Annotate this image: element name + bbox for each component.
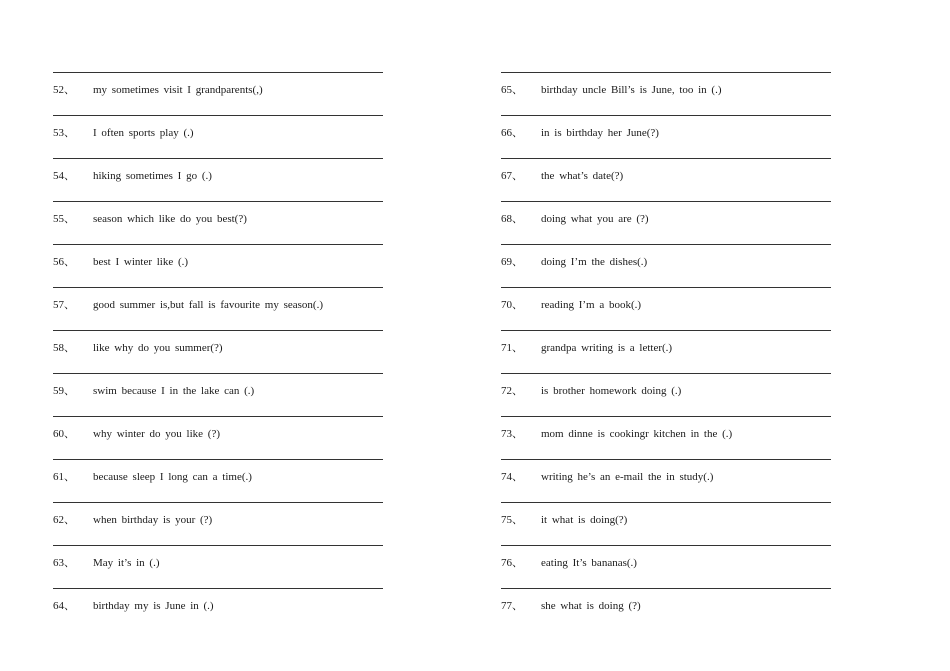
exercise-item [501, 331, 831, 373]
exercise-row [501, 83, 722, 97]
exercise-item [501, 288, 831, 330]
exercise-item [53, 546, 383, 588]
scrambled-words: like why do you summer(?) [93, 342, 223, 354]
exercise-item [53, 503, 383, 545]
exercise-item [53, 159, 383, 201]
exercise-item [53, 116, 383, 158]
question-number: 68、 [501, 213, 523, 225]
question-number: 59、 [53, 385, 75, 397]
scrambled-words: my sometimes visit I grandparents(,) [93, 84, 263, 96]
question-number: 63、 [53, 557, 75, 569]
question-number: 65、 [501, 84, 523, 96]
exercise-item [501, 202, 831, 244]
exercise-row [501, 599, 641, 613]
exercise-row [501, 470, 713, 484]
exercise-item [501, 245, 831, 287]
exercise-row [501, 341, 672, 355]
exercise-row [53, 255, 188, 269]
question-number: 52、 [53, 84, 75, 96]
exercise-row [501, 427, 732, 441]
scrambled-words: is brother homework doing (.) [541, 385, 682, 397]
exercise-item [53, 288, 383, 330]
exercise-item [53, 202, 383, 244]
scrambled-words: eating It’s bananas(.) [541, 557, 637, 569]
exercise-row [501, 298, 641, 312]
scrambled-words: hiking sometimes I go (.) [93, 170, 212, 182]
exercise-item [53, 331, 383, 373]
scrambled-words: writing he’s an e-mail the in study(.) [541, 471, 714, 483]
scrambled-words: because sleep I long can a time(.) [93, 471, 252, 483]
scrambled-words: when birthday is your (?) [93, 514, 213, 526]
scrambled-words: it what is doing(?) [541, 514, 628, 526]
scrambled-words: birthday uncle Bill’s is June, too in (.) [541, 84, 722, 96]
exercise-item [53, 417, 383, 459]
exercise-row [501, 556, 637, 570]
scrambled-words: reading I’m a book(.) [541, 299, 642, 311]
question-number: 76、 [501, 557, 523, 569]
scrambled-words: birthday my is June in (.) [93, 600, 214, 612]
question-number: 57、 [53, 299, 75, 311]
exercise-item [501, 159, 831, 201]
exercise-item [501, 503, 831, 545]
exercise-row [53, 212, 247, 226]
scrambled-words: doing what you are (?) [541, 213, 649, 225]
question-number: 64、 [53, 600, 75, 612]
exercise-item [501, 73, 831, 115]
scrambled-words: the what’s date(?) [541, 170, 624, 182]
exercise-item [501, 460, 831, 502]
question-number: 72、 [501, 385, 523, 397]
scrambled-words: why winter do you like (?) [93, 428, 220, 440]
scrambled-words: swim because I in the lake can (.) [93, 385, 255, 397]
question-number: 73、 [501, 428, 523, 440]
exercise-item [53, 589, 383, 631]
exercise-row [53, 341, 223, 355]
question-number: 75、 [501, 514, 523, 526]
scrambled-words: in is birthday her June(?) [541, 127, 659, 139]
exercise-item [501, 116, 831, 158]
right-column [501, 72, 831, 631]
exercise-item [53, 73, 383, 115]
exercise-row [53, 83, 263, 97]
question-number: 61、 [53, 471, 75, 483]
scrambled-words: grandpa writing is a letter(.) [541, 342, 673, 354]
question-number: 62、 [53, 514, 75, 526]
question-number: 77、 [501, 600, 523, 612]
exercise-row [53, 126, 194, 140]
exercise-item [501, 546, 831, 588]
exercise-item [53, 245, 383, 287]
left-column [53, 72, 383, 631]
question-number: 54、 [53, 170, 75, 182]
scrambled-words: she what is doing (?) [541, 600, 641, 612]
question-number: 58、 [53, 342, 75, 354]
exercise-row [53, 169, 212, 183]
scrambled-words: good summer is,but fall is favourite my season(.) [93, 299, 323, 311]
exercise-row [501, 255, 647, 269]
scrambled-words: May it’s in (.) [93, 557, 160, 569]
exercise-row [53, 556, 160, 570]
question-number: 70、 [501, 299, 523, 311]
scrambled-words: doing I’m the dishes(.) [541, 256, 648, 268]
exercise-row [501, 513, 627, 527]
exercise-item [501, 374, 831, 416]
question-number: 60、 [53, 428, 75, 440]
question-number: 71、 [501, 342, 523, 354]
exercise-row [501, 169, 623, 183]
scrambled-words: I often sports play (.) [93, 127, 194, 139]
exercise-row [53, 427, 220, 441]
exercise-row [53, 599, 214, 613]
scrambled-words: mom dinne is cookingr kitchen in the (.) [541, 428, 733, 440]
question-number: 69、 [501, 256, 523, 268]
question-number: 53、 [53, 127, 75, 139]
question-number: 74、 [501, 471, 523, 483]
question-number: 56、 [53, 256, 75, 268]
exercise-item [53, 460, 383, 502]
exercise-row [53, 513, 212, 527]
exercise-item [501, 589, 831, 631]
exercise-row [53, 298, 323, 312]
scrambled-words: season which like do you best(?) [93, 213, 247, 225]
exercise-row [501, 212, 649, 226]
exercise-row [53, 470, 252, 484]
question-number: 66、 [501, 127, 523, 139]
exercise-item [53, 374, 383, 416]
question-number: 67、 [501, 170, 523, 182]
exercise-item [501, 417, 831, 459]
scrambled-words: best I winter like (.) [93, 256, 189, 268]
exercise-row [53, 384, 254, 398]
exercise-row [501, 384, 681, 398]
exercise-row [501, 126, 659, 140]
question-number: 55、 [53, 213, 75, 225]
